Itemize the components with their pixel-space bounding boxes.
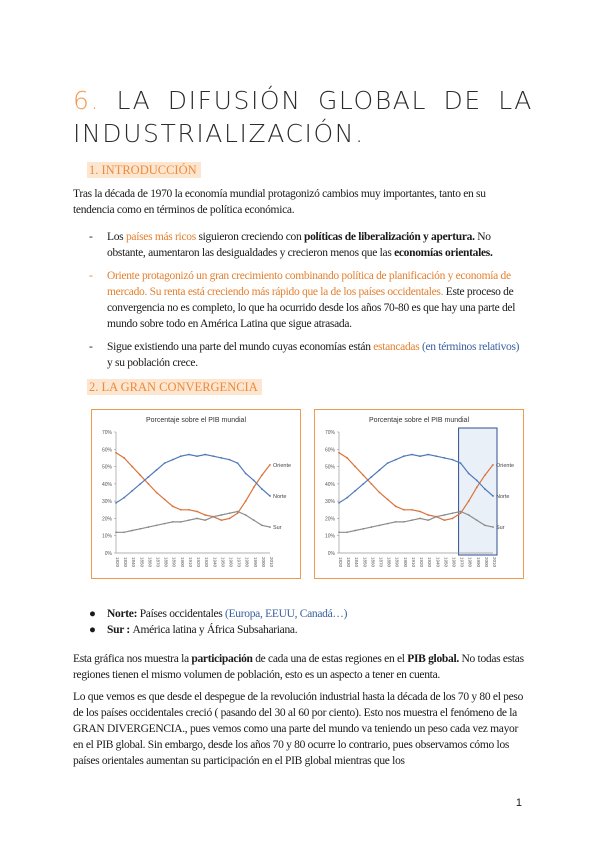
data-point-norte [253,480,255,482]
x-tick-label: 1920 [196,557,202,568]
x-tick-label: 1870 [155,557,161,568]
data-point-sur [229,512,231,514]
data-point-oriente [188,509,190,511]
data-point-norte [237,462,239,464]
data-point-sur [338,531,340,533]
data-point-oriente [395,505,397,507]
y-tick-label: 70% [324,430,335,436]
data-point-norte [245,473,247,475]
y-tick-label: 40% [101,481,112,488]
data-point-sur [484,524,486,526]
data-point-sur [123,531,125,533]
x-tick-label: 1950 [220,557,226,568]
data-point-norte [395,459,397,461]
page-number: 1 [515,797,522,809]
y-tick-label: 20% [324,516,335,523]
x-tick-label: 1980 [467,557,473,568]
y-tick-label: 0% [327,551,335,557]
data-point-sur [476,519,478,521]
y-tick-label: 10% [101,533,112,540]
y-tick-label: 20% [101,516,112,523]
data-point-oriente [204,514,206,516]
data-point-oriente [403,509,405,511]
legend-south-label: Sur : [107,624,133,636]
series-label-oriente: Oriente [496,462,515,469]
bullet2-text-a: Oriente protagonizó un gran crecimiento combinando política de planificación y economía de mercado. Su renta está creciendo más rápido que la de los países occidentales. [107,270,511,298]
data-point-norte [427,454,429,456]
x-tick-label: 1960 [228,557,234,568]
dash-marker: - [89,341,93,353]
data-point-norte [476,480,478,482]
data-point-sur [387,523,389,525]
x-tick-label: 1970 [236,557,242,568]
x-tick-label: 1940 [212,557,218,568]
data-point-sur [269,526,271,528]
para1-text-b: participación [191,653,253,665]
series-line-norte [116,455,270,503]
highlight-box [459,428,497,555]
data-point-sur [346,531,348,533]
x-tick-label: 1860 [370,557,376,568]
title-number: 6. [73,86,101,115]
data-point-norte [484,488,486,490]
data-point-oriente [164,499,166,501]
y-tick-label: 10% [324,533,335,540]
data-point-norte [139,483,141,485]
data-point-oriente [229,518,231,520]
section-heading-convergence: 2. LA GRAN CONVERGENCIA [87,379,262,395]
data-point-oriente [338,452,340,454]
data-point-norte [403,455,405,457]
data-point-norte [435,455,437,457]
dash-marker: - [89,270,93,282]
bullet-dot: ● [89,624,96,636]
y-tick-label: 30% [101,499,112,506]
data-point-oriente [148,483,150,485]
data-point-norte [371,476,373,478]
section-heading-intro: 1. INTRODUCCIÓN [87,162,201,178]
data-point-oriente [354,466,356,468]
series-label-sur: Sur [273,525,282,532]
chart-title: Porcentaje sobre el PIB mundial [146,417,246,424]
data-point-sur [419,518,421,520]
data-point-norte [387,462,389,464]
data-point-norte [188,454,190,456]
legend-south-desc: América latina y África Subsahariana. [132,624,298,636]
data-point-oriente [492,464,494,466]
chart-right [314,409,524,579]
series-label-oriente: Oriente [273,462,292,469]
data-point-norte [261,488,263,490]
x-tick-label: 2010 [492,557,497,568]
data-point-sur [468,514,470,516]
data-point-sur [435,516,437,518]
x-tick-label: 1870 [378,557,384,568]
data-point-norte [148,476,150,478]
data-point-norte [123,497,125,499]
x-tick-label: 1900 [179,557,185,568]
legend-item-south [107,622,525,638]
para1-text-c: de cada una de estas regiones en el [252,653,408,665]
data-point-oriente [237,512,239,514]
data-point-norte [164,462,166,464]
bullet1-text-a: Los [107,231,126,243]
bullet-stagnant [107,339,525,371]
series-label-sur: Sur [496,525,505,532]
data-point-oriente [196,511,198,513]
series-line-sur [116,512,270,533]
legend-north-label: Norte: [107,608,140,620]
y-tick-label: 30% [324,499,335,506]
bullet-rich-countries [107,229,525,261]
data-point-sur [220,514,222,516]
series-label-norte: Norte [496,493,510,500]
data-point-norte [411,454,413,456]
bullet3-text-d: (en términos relativos) [421,341,520,353]
data-point-sur [452,512,454,514]
data-point-sur [139,528,141,530]
data-point-sur [403,521,405,523]
data-point-sur [460,511,462,513]
data-point-norte [269,495,271,497]
x-tick-label: 2000 [260,557,266,568]
data-point-sur [354,530,356,532]
data-point-sur [237,511,239,513]
x-tick-label: 1910 [410,557,416,568]
x-tick-label: 1980 [244,557,250,568]
x-tick-label: 1990 [252,557,258,568]
bullet1-text-f: economías orientales. [394,247,493,259]
data-point-oriente [123,457,125,459]
data-point-oriente [468,500,470,502]
data-point-sur [492,526,494,528]
data-point-sur [196,518,198,520]
data-point-norte [443,457,445,459]
chart-left [91,409,301,579]
x-tick-label: 2010 [269,557,274,568]
paragraph-participation [73,651,525,683]
x-tick-label: 1900 [402,557,408,568]
x-tick-label: 1880 [386,557,392,568]
x-tick-label: 1950 [443,557,449,568]
x-tick-label: 1850 [139,557,145,568]
series-label-norte: Norte [273,493,287,500]
y-tick-label: 60% [101,447,112,454]
data-point-norte [115,502,117,504]
bullet-orient [107,268,525,332]
data-point-sur [180,521,182,523]
bullet1-text-e: No obstante, aumentaron las desigualdades y crecieron menos que las [107,231,491,259]
data-point-norte [452,459,454,461]
data-point-sur [253,519,255,521]
data-point-oriente [220,519,222,521]
chart-right-svg [315,410,523,578]
x-tick-label: 1990 [475,557,481,568]
data-point-oriente [115,452,117,454]
data-point-norte [172,459,174,461]
chart-left-svg [92,410,300,578]
data-point-sur [172,521,174,523]
intro-paragraph: Tras la década de 1970 la economía mundial protagonizó cambios muy importantes, tanto en su tendencia como en términos de política económica. [73,188,486,216]
data-point-norte [220,457,222,459]
data-point-sur [156,524,158,526]
data-point-sur [261,524,263,526]
data-point-oriente [387,499,389,501]
data-point-norte [346,497,348,499]
x-tick-label: 1920 [419,557,425,568]
data-point-oriente [131,466,133,468]
x-tick-label: 1830 [346,557,352,568]
legend-north-examples: (Europa, EEUU, Canadá…) [225,608,348,620]
data-point-oriente [419,511,421,513]
data-point-norte [204,454,206,456]
para1-text-d: PIB global. [407,653,459,665]
data-point-norte [196,455,198,457]
data-point-norte [379,469,381,471]
x-tick-label: 1940 [435,557,441,568]
data-point-oriente [346,457,348,459]
x-tick-label: 1960 [451,557,457,568]
bullet2-text-b: Este proceso de convergencia no es completo, lo que ha ocurrido desde los años 70-80 es que hay una parte del mundo sobre todo en América Latina que sigue atrasada. [107,286,516,330]
data-point-norte [492,495,494,497]
data-point-sur [371,526,373,528]
y-tick-label: 50% [101,464,112,471]
para1-text-e: No todas estas regiones tienen el mismo volumen de población, esto es un aspecto a tener en cuenta. [73,653,524,681]
data-point-oriente [139,474,141,476]
data-point-sur [204,519,206,521]
data-point-sur [131,530,133,532]
y-tick-label: 50% [324,464,335,471]
data-point-norte [338,502,340,504]
chart-title: Porcentaje sobre el PIB mundial [369,417,469,424]
data-point-oriente [452,518,454,520]
x-tick-label: 2000 [483,557,489,568]
data-point-oriente [245,500,247,502]
data-point-sur [212,516,214,518]
y-tick-label: 70% [101,430,112,436]
data-point-norte [229,459,231,461]
legend-north-desc: Países occidentales [139,608,226,620]
data-point-oriente [476,486,478,488]
data-point-norte [212,455,214,457]
data-point-norte [468,473,470,475]
x-tick-label: 1890 [394,557,400,568]
data-point-sur [115,531,117,533]
bullet-dot: ● [89,608,96,620]
bullet3-text-b: estancadas [373,341,420,353]
x-tick-label: 1840 [354,557,360,568]
dash-marker: - [89,231,93,243]
data-point-norte [354,490,356,492]
x-tick-label: 1890 [171,557,177,568]
data-point-oriente [460,512,462,514]
bullet1-text-d: políticas de liberalización y apertura. [303,231,475,243]
bullet3-text-a: Sigue existiendo una parte del mundo cuyas economías están [107,341,374,353]
series-line-oriente [116,453,270,521]
data-point-oriente [362,474,364,476]
data-point-oriente [156,492,158,494]
data-point-oriente [269,464,271,466]
x-tick-label: 1830 [123,557,129,568]
data-point-norte [419,455,421,457]
data-point-oriente [379,492,381,494]
data-point-norte [180,455,182,457]
x-tick-label: 1860 [147,557,153,568]
para1-text-a: Esta gráfica nos muestra la [73,653,192,665]
x-tick-label: 1850 [362,557,368,568]
data-point-sur [395,521,397,523]
data-point-oriente [180,509,182,511]
data-point-sur [148,526,150,528]
legend-item-north [107,606,525,622]
data-point-norte [131,490,133,492]
bullet1-text-b: países más ricos [125,231,196,243]
data-point-oriente [411,509,413,511]
data-point-oriente [443,519,445,521]
data-point-oriente [172,505,174,507]
data-point-sur [427,519,429,521]
data-point-oriente [427,514,429,516]
data-point-oriente [261,474,263,476]
x-tick-label: 1930 [427,557,433,568]
x-tick-label: 1970 [459,557,465,568]
x-tick-label: 1930 [204,557,210,568]
data-point-oriente [371,483,373,485]
data-point-sur [411,519,413,521]
y-tick-label: 60% [324,447,335,454]
x-tick-label: 1910 [187,557,193,568]
title-text: LA DIFUSIÓN GLOBAL DE LA INDUSTRIALIZACIÓN. [73,86,533,148]
x-tick-label: 1820 [338,557,343,568]
x-tick-label: 1820 [115,557,120,568]
data-point-oriente [253,486,255,488]
y-tick-label: 0% [104,551,112,557]
data-point-sur [164,523,166,525]
data-point-sur [245,514,247,516]
x-tick-label: 1880 [163,557,169,568]
data-point-oriente [484,474,486,476]
bullet1-text-c: siguieron creciendo con [195,231,304,243]
data-point-norte [460,462,462,464]
data-point-norte [362,483,364,485]
bullet3-text-e: y su población crece. [107,357,198,369]
data-point-sur [443,514,445,516]
data-point-sur [362,528,364,530]
data-point-sur [379,524,381,526]
paragraph-divergence: Lo que vemos es que desde el despegue de la revolución industrial hasta la década de los 70 y 80 el peso de los países occidentales creció ( pasando del 30 al 60 por ciento). Esto nos muestra el fenómeno de la GRAN DIVERGENCIA., pues vemos como una parte del mundo va teniendo un peso cada vez mayor en el PIB global. Sin embargo, desde los años 70 y 80 ocurre lo contrario, pues observamos cómo los países orientales aumentan su participación en el PIB global mientras que los [73,691,524,767]
data-point-sur [188,519,190,521]
y-tick-label: 40% [324,481,335,488]
data-point-norte [156,469,158,471]
page-title [73,84,533,150]
x-tick-label: 1840 [131,557,137,568]
